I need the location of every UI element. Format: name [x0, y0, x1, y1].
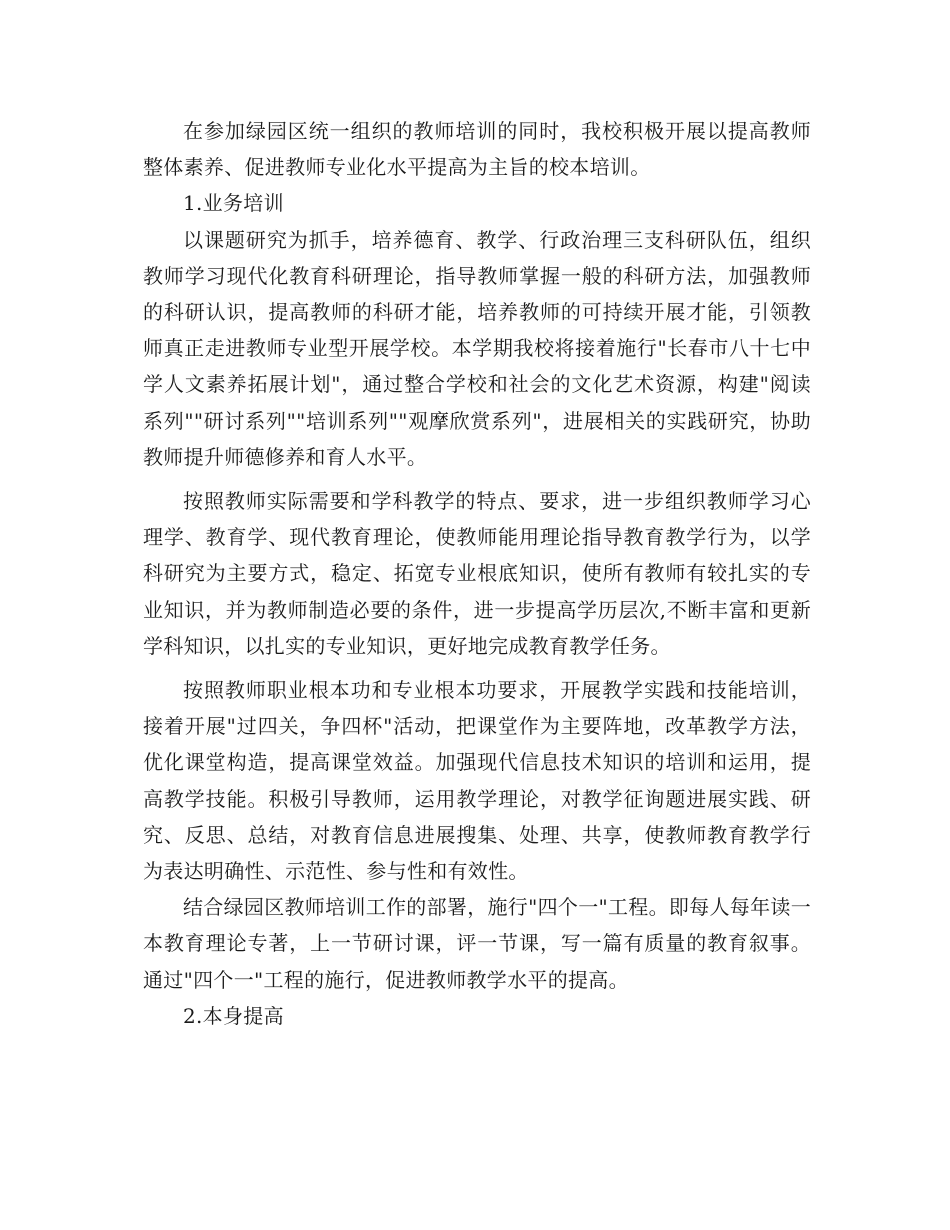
section-heading-business-training: 1.业务培训	[183, 191, 284, 216]
paragraph-intro: 在参加绿园区统一组织的教师培训的同时，我校积极开展以提高教师整体素养、促进教师专业化水平提高为主旨的校本培训。	[143, 119, 811, 180]
document-page	[143, 113, 811, 1034]
section-heading-self-improvement: 2.本身提高	[183, 1003, 284, 1028]
paragraph-four-ones: 结合绿园区教师培训工作的部署，施行"四个一"工程。即每人每年读一本教育理论专著，上一节研讨课，评一节课，写一篇有质量的教育叙事。通过"四个一"工程的施行，促进教师教学水平的提高。	[143, 895, 811, 992]
paragraph-theory: 按照教师实际需要和学科教学的特点、要求，进一步组织教师学习心理学、教育学、现代教育理论，使教师能用理论指导教育教学行为，以学科研究为主要方式，稳定、拓宽专业根底知识，使所有教师有较扎实的专业知识，并为教师制造必要的条件，进一步提高学历层次,不断丰富和更新学科知识，以扎实的专业知识，更好地完成教育教学任务。	[143, 489, 811, 658]
paragraph-research: 以课题研究为抓手，培养德育、教学、行政治理三支科研队伍，组织教师学习现代化教育科研理论，指导教师掌握一般的科研方法，加强教师的科研认识，提高教师的科研才能，培养教师的可持续开展才能，引领教师真正走进教师专业型开展学校。本学期我校将接着施行"长春市八十七中学人文素养拓展计划"，通过整合学校和社会的文化艺术资源，构建"阅读系列""研讨系列""培训系列""观摩欣赏系列"，进展相关的实践研究，协助教师提升师德修养和育人水平。	[143, 227, 811, 469]
paragraph-skills: 按照教师职业根本功和专业根本功要求，开展教学实践和技能培训，接着开展"过四关，争四杯"活动，把课堂作为主要阵地，改革教学方法，优化课堂构造，提高课堂效益。加强现代信息技术知识的培训和运用，提高教学技能。积极引导教师，运用教学理论，对教学征询题进展实践、研究、反思、总结，对教育信息进展搜集、处理、共享，使教师教育教学行为表达明确性、示范性、参与性和有效性。	[143, 678, 811, 884]
